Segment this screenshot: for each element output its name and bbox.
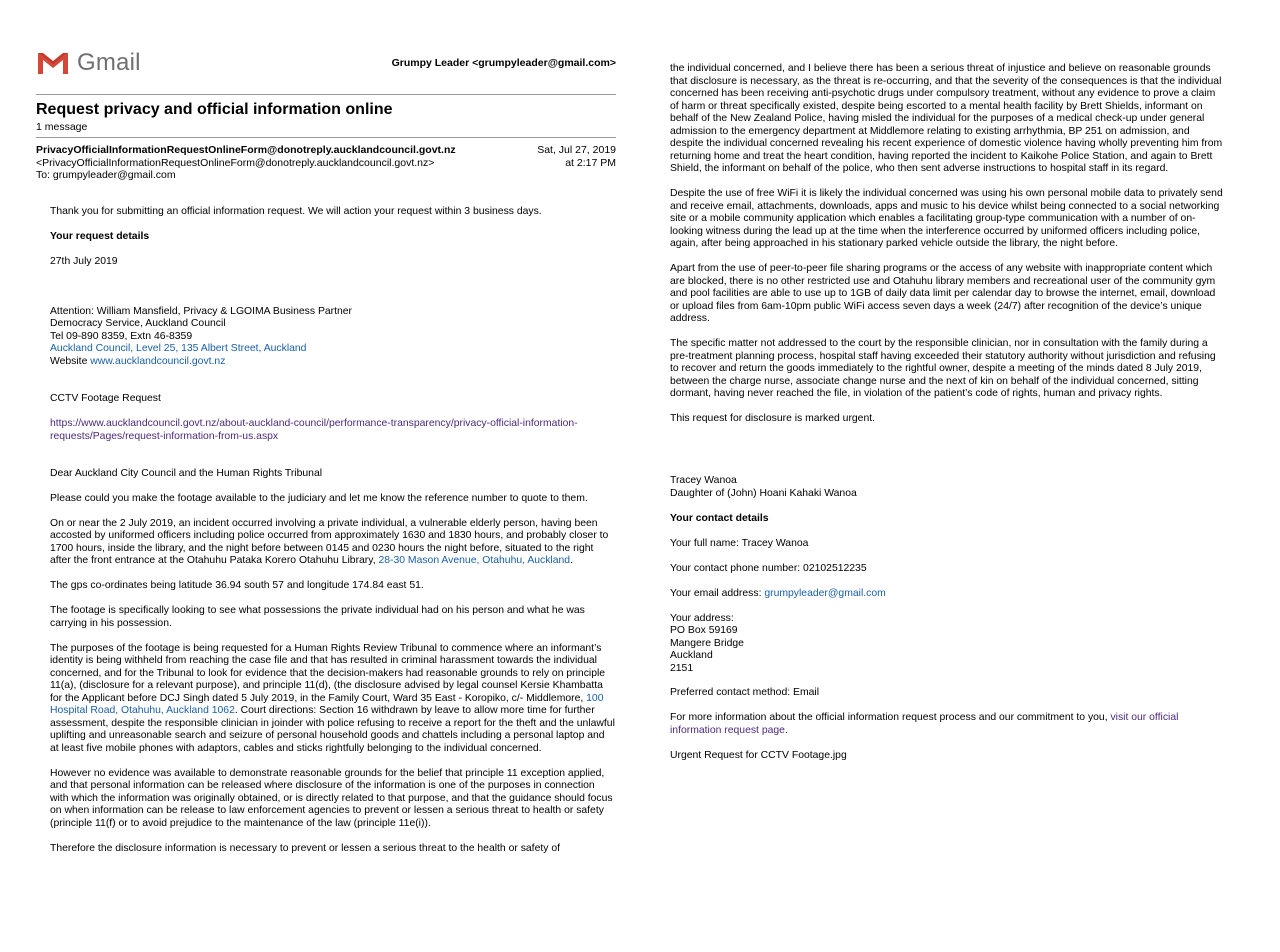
- gmail-wordmark: Gmail: [77, 49, 141, 76]
- left-column: [36, 48, 616, 868]
- paragraph-disclosure-start: Therefore the disclosure information is necessary to prevent or lessen a serious threat to the health or safety of: [50, 842, 560, 854]
- request-details-heading: Your request details: [50, 230, 150, 242]
- request-date: 27th July 2019: [50, 255, 118, 267]
- contact-email: Your email address: grumpyleader@gmail.com: [670, 587, 886, 599]
- sent-date: Sat, Jul 27, 2019: [537, 144, 616, 156]
- subject-divider: [36, 137, 616, 138]
- salutation: Dear Auckland City Council and the Human Rights Tribunal: [50, 467, 323, 479]
- attention-line: Attention: William Mansfield, Privacy & LGOIMA Business Partner: [50, 305, 353, 317]
- contact-address-block: Your address: PO Box 59169 Mangere Bridge Auckland 2151: [670, 612, 744, 674]
- gmail-envelope-icon: [36, 50, 70, 76]
- signer-name: Tracey Wanoa: [670, 475, 737, 486]
- website-label: Website: [50, 355, 91, 367]
- right-column: [670, 63, 1225, 775]
- attachment-name[interactable]: Urgent Request for CCTV Footage.jpg: [670, 749, 847, 761]
- gmail-logo[interactable]: [36, 49, 141, 77]
- contact-full-name: Your full name: Tracey Wanoa: [670, 537, 809, 549]
- tel-line: Tel 09-890 8359, Extn 46-8359: [50, 330, 193, 342]
- paragraph-purposes: The purposes of the footage is being requested for a Human Rights Review Tribunal to commence where an informant’s identity is being withheld from reaching the case file and that has resulted in criminal harassment towards the individual concerned, and for the Tribunal to look for evidence that the decision-makers had reasonable grounds to rely on principle 11(a), (disclosure for a relevant purpose), and principle 11(d), (the disclosure advised by legal counsel Kersie Khambatta for the Applicant before DCJ Singh dated 5 July 2019, in the Family Court, Ward 35 East - Koropiko, c/- Middlemore, 100 Hospital Road, Otahuhu, Auckland 1062. Court directions: Section 16 withdrawn by leave to allow more time for further assessment, despite the responsible clinician in joinder with police refusing to receive a report for the theft and the unlawful uplifting and unreasonable search and seizure of personal household goods and chattels including a personal laptop and at least five mobile phones with adaptors, cables and sticks rightfully belonging to the individual concerned.: [50, 642, 615, 754]
- info-request-page-link[interactable]: visit our official information request page: [670, 712, 1179, 736]
- council-info-url-link[interactable]: https://www.aucklandcouncil.govt.nz/about-auckland-council/performance-transparency/privacy-official-information-requests/Pages/request-information-from-us.aspx: [50, 418, 578, 442]
- paragraph-gps: The gps co-ordinates being latitude 36.94 south 57 and longitude 174.84 east 51.: [50, 580, 424, 591]
- sender-block: [36, 144, 616, 182]
- hospital-address-link[interactable]: 100 Hospital Road, Otahuhu, Auckland 1062: [50, 692, 604, 716]
- department-line: Democracy Service, Auckland Council: [50, 318, 226, 329]
- sender-name: PrivacyOfficialInformationRequestOnlineForm@donotreply.aucklandcouncil.govt.nz: [36, 144, 456, 156]
- header-divider: [36, 94, 616, 95]
- contact-email-link[interactable]: grumpyleader@gmail.com: [764, 587, 886, 599]
- paragraph-specific-matter: The specific matter not addressed to the court by the responsible clinician, nor in consultation with the family during a pre-treatment planning process, hospital staff having exceeded their statutory authority without jurisdiction and refusing to recover and return the goods immediately to the rightful owner, despite a meeting of the minds dated 8 July 2019, between the charge nurse, associate change nurse and the next of kin on behalf of the individual concerned, sitting dormant, having never reached the file, in violation of the patient’s code of rights, human and privacy rights.: [670, 338, 1216, 399]
- paragraph-incident: On or near the 2 July 2019, an incident occurred involving a private individual, a vulnerable elderly person, having been accosted by uniformed officers including police occurred from approximately 1630 and 1830 hours, and probably closer to 1700 hours, inside the library, and the night before between 0145 and 0230 hours the night before, situated to the right after the front entrance at the Otahuhu Pataka Korero Otahuhu Library, 28-30 Mason Avenue, Otahuhu, Auckland.: [50, 517, 609, 566]
- preferred-contact: Preferred contact method: Email: [670, 687, 820, 698]
- signer-relation: Daughter of (John) Hoani Kahaki Wanoa: [670, 487, 857, 499]
- paragraph-disclosure-continued: the individual concerned, and I believe there has been a serious threat of injustice and believe on reasonable grounds that disclosure is necessary, as the threat is re-occurring, and that the severity of the consequences is that the individual concerned has been receiving anti-psychotic drugs under compulsory treatment, without any evidence to prove a claim of harm or threat specifically existed, despite being escorted to a mental health facility by Brett Shields, informant on behalf of the New Zealand Police, having misled the individual for the purposes of a medical check-up under general admission to the emergency department at Middlemore relating to existing arrhythmia, BP 251 on admission, and despite the individual concerned revealing his recent experience of domestic violence having wholly preventing him from returning home and treat the heart condition, having reported the incident to Kaikohe Police Station, and again to Brett Shield, the informant on behalf of the police, who then sent adverse instructions to hospital staff in its regard.: [670, 63, 1223, 174]
- message-count: 1 message: [36, 121, 88, 133]
- paragraph-wifi: Despite the use of free WiFi it is likely the individual concerned was using his own personal mobile data to privately send and receive email, attachments, downloads, apps and music to his device whilst being connected to a social networking site or a mobile community application which enables a facilitating group-type communication with a number of on-looking witness during the lead up at the time when the interference occurred by uniformed officers including police, again, after being approached in his stationary parked vehicle outside the library, the night before.: [670, 188, 1223, 249]
- more-info: For more information about the official information request process and our commitment to you, visit our official information request page.: [670, 712, 1179, 736]
- thank-you-text: Thank you for submitting an official information request. We will action your request within 3 business days.: [50, 205, 542, 217]
- paragraph-possessions: The footage is specifically looking to see what possessions the private individual had on his person and what he was carrying in his possession.: [50, 605, 585, 629]
- attention-block: [50, 306, 616, 369]
- library-address-link[interactable]: 28-30 Mason Avenue, Otahuhu, Auckland: [378, 555, 571, 566]
- sender-address: <PrivacyOfficialInformationRequestOnlineForm@donotreply.aucklandcouncil.govt.nz>: [36, 156, 435, 169]
- email-body: [50, 206, 616, 856]
- sent-time: at 2:17 PM: [565, 156, 616, 169]
- paragraph-library-use: Apart from the use of peer-to-peer file sharing programs or the access of any website with inappropriate content which are blocked, there is no other restricted use and Otahuhu library members and recreational user of the community gym and pool facilities are able to use up to 1GB of daily data limit per calendar day to browse the internet, email, download or upload files from 6am-10pm public WiFi access seven days a week (24/7) after recognition of the device’s unique address.: [670, 263, 1216, 324]
- account-identity: Grumpy Leader <grumpyleader@gmail.com>: [391, 57, 616, 69]
- paragraph-urgent: This request for disclosure is marked urgent.: [670, 413, 876, 424]
- email-subject: Request privacy and official information online: [36, 101, 393, 118]
- paragraph-no-evidence: However no evidence was available to demonstrate reasonable grounds for the belief that principle 11 exception applied, and that personal information can be released where disclosure of the information is one of the purposes in connection with which the information was originally obtained, or is directly related to that purpose, and that the guidance should focus on when information can be release to law enforcement agencies to prevent or lessen a serious threat to health or safety (principle 11(f) or to avoid prejudice to the maintenance of the law (principle 11e(i)).: [50, 767, 613, 829]
- contact-details-heading: Your contact details: [670, 512, 769, 524]
- contact-phone: Your contact phone number: 02102512235: [670, 562, 867, 574]
- recipient: To: grumpyleader@gmail.com: [36, 169, 176, 181]
- gmail-header: [36, 48, 616, 78]
- cctv-title: CCTV Footage Request: [50, 393, 161, 404]
- website-link[interactable]: www.aucklandcouncil.govt.nz: [90, 355, 226, 367]
- paragraph-footage-request: Please could you make the footage available to the judiciary and let me know the reference number to quote to them.: [50, 492, 588, 504]
- council-address-link[interactable]: Auckland Council, Level 25, 135 Albert Street, Auckland: [50, 343, 307, 354]
